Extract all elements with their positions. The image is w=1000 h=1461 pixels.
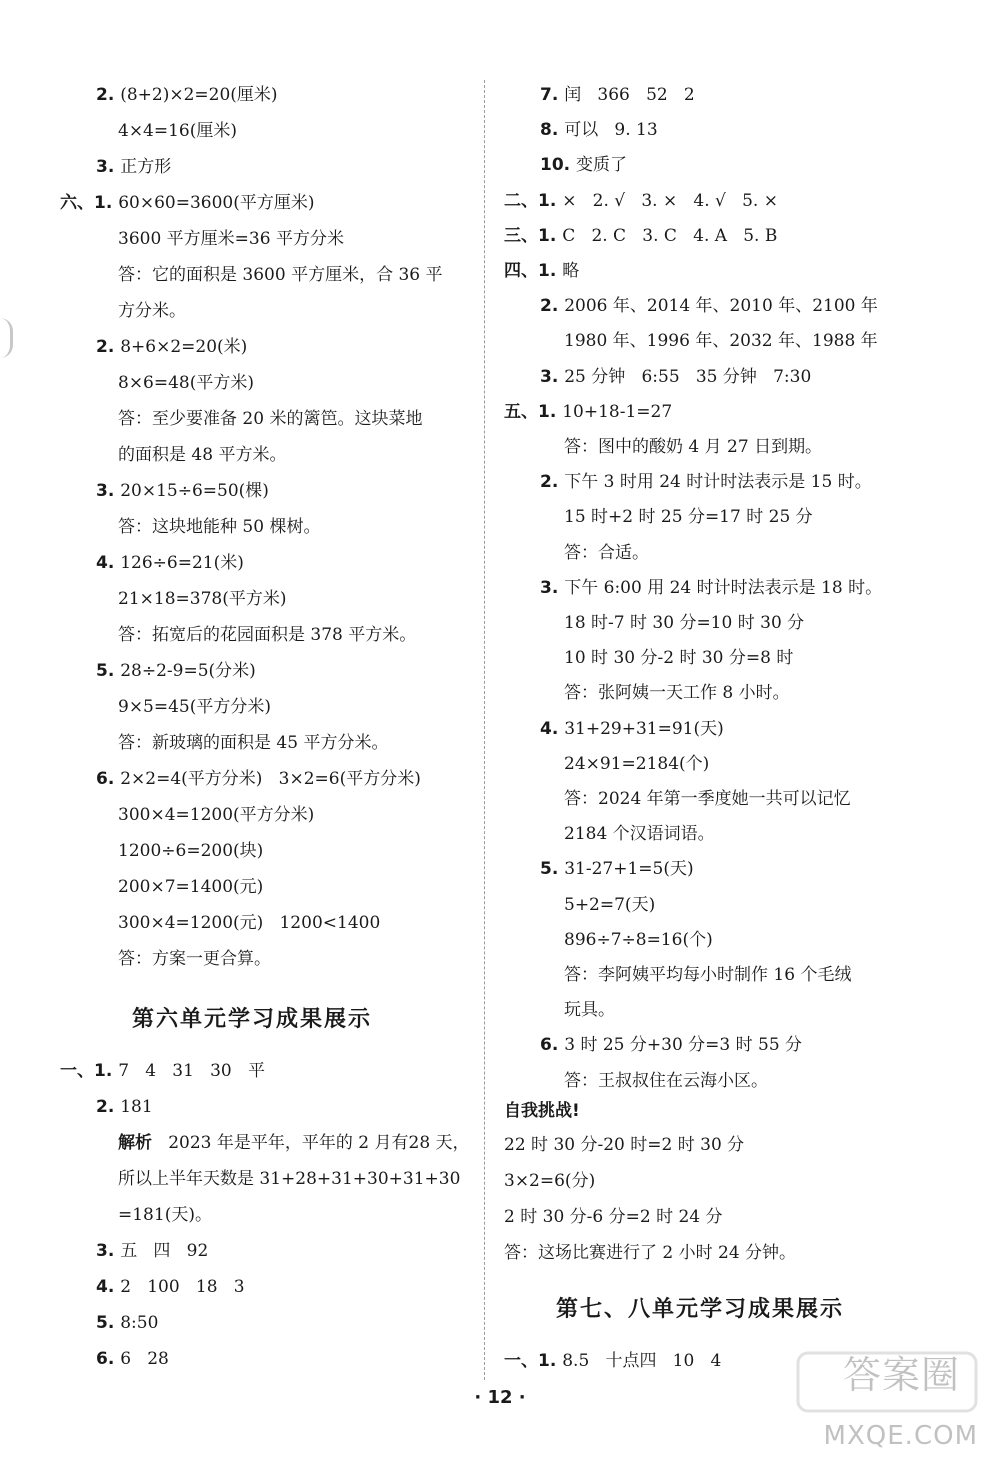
section-heading: 第七、八单元学习成果展示	[556, 1297, 845, 1322]
answer-text: 方分米。	[118, 301, 186, 321]
challenge-line: 22 时 30 分-20 时=2 时 30 分	[504, 1135, 745, 1155]
answer-line	[540, 295, 878, 317]
answer-text: 答：合适。	[564, 542, 649, 563]
answer-text: 2184 个汉语词语。	[564, 824, 715, 845]
answer-line	[118, 588, 286, 610]
answer-line	[540, 1034, 802, 1056]
answer-text: 正方形	[120, 157, 172, 177]
answer-line	[118, 408, 422, 430]
answer-text: 答：拓宽后的花园面积是 378 平方米。	[118, 625, 417, 645]
answer-line	[96, 1348, 169, 1370]
answer-line	[564, 894, 655, 916]
item-number: 6.	[540, 1035, 565, 1056]
answer-text: =181(天)。	[118, 1205, 212, 1225]
answer-text: 8×6=48(平方米)	[118, 373, 255, 393]
answer-line	[564, 506, 813, 528]
answer-text: 10 时 30 分-2 时 30 分=8 时	[564, 648, 794, 669]
answer-text: 8.5 十点四 10 4	[562, 1351, 722, 1371]
answer-line	[118, 516, 320, 538]
answer-line	[540, 119, 658, 141]
answer-text: 答：图中的酸奶 4 月 27 日到期。	[564, 437, 823, 457]
answer-text: 2006 年、2014 年、2010 年、2100 年	[564, 296, 878, 317]
answer-line	[118, 732, 388, 754]
answer-text: 7 4 31 30 平	[118, 1061, 265, 1081]
item-number: 4.	[540, 718, 565, 739]
answer-line	[96, 156, 171, 178]
answer-line	[60, 192, 315, 214]
item-number: 5.	[96, 661, 121, 681]
challenge-title: 自我挑战!	[504, 1101, 580, 1121]
item-number: 3.	[96, 1241, 121, 1261]
answer-text: 3 时 25 分+30 分=3 时 55 分	[564, 1035, 803, 1056]
answer-line	[564, 330, 878, 352]
answer-text: 24×91=2184(个)	[564, 753, 710, 774]
answer-text: 2×2=4(平方分米) 3×2=6(平方分米)	[120, 769, 421, 789]
answer-line	[96, 336, 247, 358]
answer-text: 896÷7÷8=16(个)	[564, 929, 713, 950]
answer-text: 1200÷6=200(块)	[118, 841, 264, 861]
answer-text: 答：它的面积是 3600 平方厘米，合 36 平	[118, 265, 443, 285]
answer-line	[504, 1350, 721, 1372]
answer-text: 8:50	[120, 1313, 159, 1333]
answer-text: 答：张阿姨一天工作 8 小时。	[564, 683, 790, 704]
answer-text: 略	[562, 261, 580, 281]
answer-text: 126÷6=21(米)	[120, 553, 244, 573]
item-number: 2.	[96, 85, 121, 105]
answer-line	[118, 1204, 212, 1226]
answer-line	[118, 264, 443, 286]
answer-text: 60×60=3600(平方厘米)	[118, 193, 315, 213]
answer-line	[118, 912, 380, 934]
item-number: 10.	[540, 155, 577, 176]
item-number: 5.	[96, 1313, 121, 1333]
answer-line	[96, 1312, 158, 1334]
answer-text: 3600 平方厘米=36 平方分米	[118, 229, 344, 249]
item-number: 7.	[540, 85, 565, 105]
answer-text: 31-27+1=5(天)	[564, 859, 694, 880]
answer-line	[118, 444, 286, 466]
challenge-line: 答：这场比赛进行了 2 小时 24 分钟。	[504, 1243, 797, 1263]
item-number: 2.	[96, 1097, 121, 1117]
answer-line	[564, 823, 715, 845]
answer-text: 4×4=16(厘米)	[118, 121, 238, 141]
answer-line	[504, 190, 778, 212]
answer-line	[96, 660, 256, 682]
answer-text: 300×4=1200(平方分米)	[118, 805, 315, 825]
item-number: 2.	[540, 472, 565, 493]
answer-line	[540, 577, 882, 599]
answer-text: 20×15÷6=50(棵)	[120, 481, 269, 501]
answer-line	[504, 225, 777, 247]
item-number: 8.	[540, 120, 565, 141]
answer-text: 可以 9. 13	[564, 120, 658, 141]
answer-line	[564, 612, 804, 634]
answer-line	[540, 858, 694, 880]
answer-line	[564, 1070, 768, 1092]
answer-line	[564, 929, 713, 951]
answer-line	[540, 154, 627, 176]
answer-line	[96, 84, 278, 106]
answer-line	[118, 228, 344, 250]
answer-text: 6 28	[120, 1349, 169, 1369]
answer-line	[564, 999, 615, 1021]
answer-text: 答：新玻璃的面积是 45 平方分米。	[118, 733, 389, 753]
answer-text: 答：2024 年第一季度她一共可以记忆	[564, 789, 851, 809]
item-number: 三、1.	[504, 225, 563, 246]
answer-text: 200×7=1400(元)	[118, 877, 264, 897]
answer-line	[96, 1240, 208, 1262]
item-number: 一、1.	[504, 1351, 563, 1371]
answer-text: 答：王叔叔住在云海小区。	[564, 1070, 768, 1091]
item-number: 3.	[540, 577, 565, 598]
answer-text: 下午 6:00 用 24 时计时法表示是 18 时。	[564, 577, 883, 598]
challenge-line: 3×2=6(分)	[504, 1171, 596, 1191]
answer-text: 10+18-1=27	[562, 401, 673, 422]
item-number: 五、1.	[504, 401, 563, 422]
answer-line	[564, 682, 790, 704]
answer-text: 五 四 92	[120, 1241, 209, 1261]
answer-text: (8+2)×2=20(厘米)	[120, 85, 278, 105]
answer-text: 21×18=378(平方米)	[118, 589, 287, 609]
answer-text: 变质了	[576, 155, 628, 176]
answer-text: 5+2=7(天)	[564, 894, 656, 915]
answer-text: 所以上半年天数是 31+28+31+30+31+30	[118, 1169, 461, 1189]
answer-text: 答：李阿姨平均每小时制作 16 个毛绒	[564, 965, 852, 985]
answer-text: × 2. √ 3. × 4. √ 5. ×	[562, 190, 778, 211]
answer-line	[118, 948, 271, 970]
answer-text: 181	[120, 1097, 153, 1117]
item-number: 4.	[96, 553, 121, 573]
answer-text: 1980 年、1996 年、2032 年、1988 年	[564, 331, 878, 352]
answer-text: 25 分钟 6:55 35 分钟 7:30	[564, 366, 812, 387]
item-number: 3.	[96, 157, 121, 177]
answer-line	[564, 542, 649, 564]
answer-line	[118, 876, 263, 898]
answer-text: 18 时-7 时 30 分=10 时 30 分	[564, 613, 805, 633]
answer-text: 答：这块地能种 50 棵树。	[118, 517, 321, 537]
answer-line	[118, 1132, 470, 1154]
answer-line	[118, 840, 263, 862]
answer-text: 2 100 18 3	[120, 1277, 245, 1297]
answer-line	[118, 300, 186, 322]
answer-text: 玩具。	[564, 1000, 615, 1021]
answer-line	[564, 647, 793, 669]
answer-line	[564, 964, 851, 986]
item-number: 一、1.	[60, 1061, 119, 1081]
answer-text: 闰 366 52 2	[564, 85, 695, 105]
section-heading: 第六单元学习成果展示	[132, 1007, 373, 1032]
item-number: 5.	[540, 859, 565, 880]
answer-line	[118, 696, 271, 718]
answer-line	[118, 624, 416, 646]
watermark-url: MXQE.COM	[823, 1421, 978, 1451]
answer-text: 31+29+31=91(天)	[564, 718, 724, 739]
item-number: 二、1.	[504, 190, 563, 211]
item-number: 2.	[96, 337, 121, 357]
answer-text: 答：至少要准备 20 米的篱笆。这块菜地	[118, 409, 423, 429]
answer-line	[540, 84, 695, 106]
watermark-text: 答案圈	[842, 1353, 960, 1397]
answer-line	[96, 1276, 245, 1298]
challenge-line: 2 时 30 分-6 分=2 时 24 分	[504, 1207, 723, 1227]
answer-text: C 2. C 3. C 4. A 5. B	[562, 225, 778, 246]
answer-line	[564, 788, 851, 810]
answer-text: 下午 3 时用 24 时计时法表示是 15 时。	[564, 472, 872, 493]
right-column	[490, 0, 1000, 1400]
item-number: 2.	[540, 296, 565, 317]
answer-line	[96, 480, 269, 502]
answer-line	[504, 401, 672, 423]
answer-line	[118, 372, 254, 394]
answer-line	[564, 753, 709, 775]
page-number: · 12 ·	[474, 1387, 526, 1408]
left-column	[0, 0, 480, 1400]
answer-line	[540, 366, 811, 388]
answer-text: 的面积是 48 平方米。	[118, 445, 287, 465]
answer-line	[540, 471, 872, 493]
answer-line	[564, 436, 822, 458]
item-number: 六、1.	[60, 193, 119, 213]
item-number: 3.	[96, 481, 121, 501]
answer-line	[118, 804, 314, 826]
answer-line	[96, 768, 421, 790]
answer-line	[118, 120, 237, 142]
item-number: 3.	[540, 366, 565, 387]
column-divider	[484, 80, 485, 1380]
answer-text: 15 时+2 时 25 分=17 时 25 分	[564, 507, 813, 528]
item-number: 4.	[96, 1277, 121, 1297]
answer-line	[540, 718, 724, 740]
answer-line	[96, 1096, 153, 1118]
answer-text: 答：方案一更合算。	[118, 949, 271, 969]
answer-line	[60, 1060, 265, 1082]
answer-line	[96, 552, 244, 574]
answer-line	[118, 1168, 460, 1190]
answer-text: 8+6×2=20(米)	[120, 337, 248, 357]
answer-line	[504, 260, 579, 282]
answer-text: 解析 2023 年是平年，平年的 2 月有28 天，	[118, 1133, 470, 1153]
item-number: 四、1.	[504, 261, 563, 281]
answer-text: 9×5=45(平方分米)	[118, 697, 272, 717]
answer-text: 300×4=1200(元) 1200<1400	[118, 913, 381, 933]
item-number: 6.	[96, 769, 121, 789]
answer-text: 28÷2-9=5(分米)	[120, 661, 256, 681]
item-number: 6.	[96, 1349, 121, 1369]
